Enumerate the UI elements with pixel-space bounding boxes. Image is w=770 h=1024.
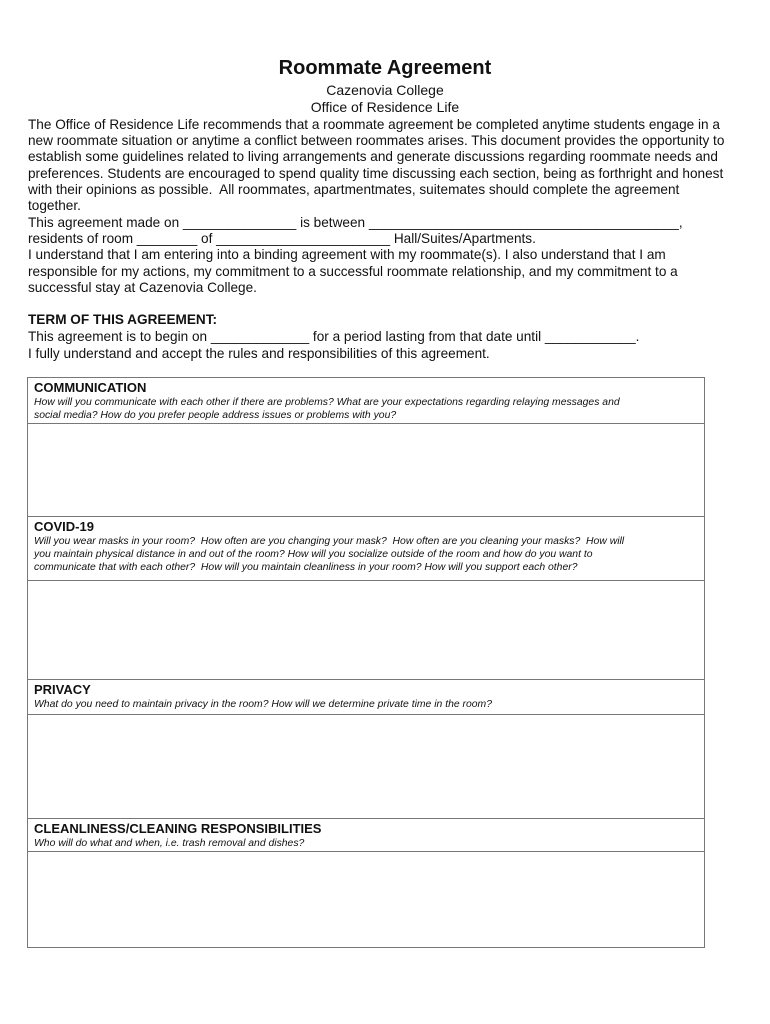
- response-area[interactable]: [28, 424, 704, 516]
- section-covid-19: [27, 516, 705, 680]
- response-area[interactable]: [28, 852, 704, 947]
- term-heading: TERM OF THIS AGREEMENT:: [28, 312, 218, 327]
- intro-line: I understand that I am entering into a binding agreement with my roommate(s). I also understand that I am: [28, 247, 666, 262]
- response-area[interactable]: [28, 715, 704, 818]
- page-title: Roommate Agreement: [278, 57, 492, 79]
- residents-room-line: residents of room ________ of _______________________ Hall/Suites/Apartments.: [28, 231, 536, 246]
- intro-line: establish some guidelines related to living arrangements and generate discussions regarding roommate needs and: [28, 149, 718, 164]
- section-question: What do you need to maintain privacy in the room? How will we determine private time in the room?: [34, 699, 492, 710]
- section-heading: PRIVACY: [34, 682, 91, 697]
- intro-line: successful stay at Cazenovia College.: [28, 280, 257, 295]
- section-heading: COVID-19: [34, 519, 94, 534]
- section-question: How will you communicate with each other if there are problems? What are your expectations regarding relaying messages and social media? How do you prefer people address issues or problems with you?: [34, 397, 620, 421]
- section-communication: [27, 377, 705, 517]
- intro-line: with their opinions as possible. All roommates, apartmentmates, suitemates should complete the agreement: [28, 182, 680, 197]
- intro-line: The Office of Residence Life recommends that a roommate agreement be completed anytime students engage in a: [28, 117, 720, 132]
- section-question: Who will do what and when, i.e. trash removal and dishes?: [34, 838, 305, 849]
- term-acceptance-line: I fully understand and accept the rules and responsibilities of this agreement.: [28, 346, 490, 361]
- intro-line: together.: [28, 198, 81, 213]
- section-cleanliness: [27, 818, 705, 948]
- section-heading: COMMUNICATION: [34, 380, 147, 395]
- term-line: This agreement is to begin on _____________ for a period lasting from that date until ____________.: [28, 329, 640, 344]
- office-name: Office of Residence Life: [310, 99, 460, 115]
- intro-line: responsible for my actions, my commitment to a successful roommate relationship, and my commitment to a: [28, 264, 678, 279]
- intro-line: preferences. Students are encouraged to spend quality time discussing each section, being as forthright and honest: [28, 166, 724, 181]
- college-name: Cazenovia College: [326, 82, 444, 98]
- section-question: Will you wear masks in your room? How often are you changing your mask? How often are you cleaning your masks? How will you maintain physical distance in and out of the room? How will you socialize outside of the room and how do you want to communicate that with each other? How will you maintain cleanliness in your room? How will you support each other?: [34, 536, 625, 573]
- agreement-date-line: This agreement made on _______________ is between _________________________________________,: [28, 215, 683, 230]
- response-area[interactable]: [28, 581, 704, 679]
- section-privacy: [27, 679, 705, 819]
- intro-line: new roommate situation or anytime a conflict between roommates arises. This document provides the opportunity to: [28, 133, 725, 148]
- section-heading: CLEANLINESS/CLEANING RESPONSIBILITIES: [34, 821, 322, 836]
